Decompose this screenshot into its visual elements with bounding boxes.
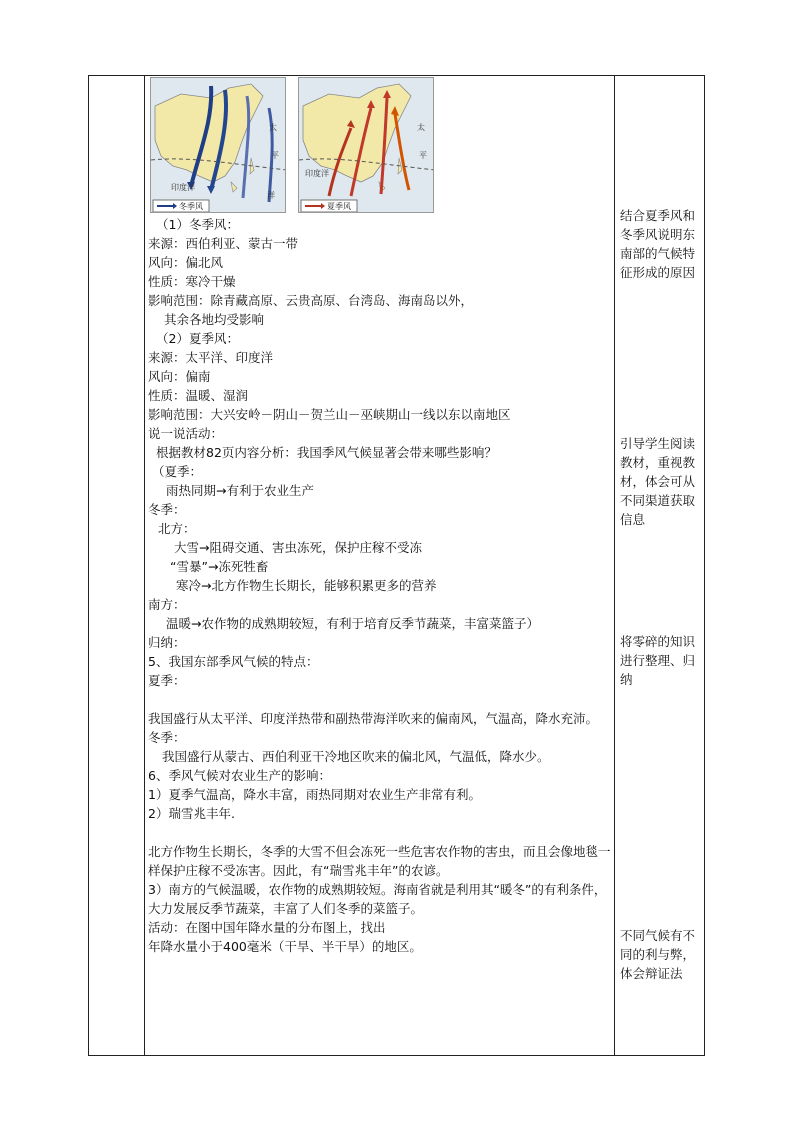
text-line: 我国盛行从蒙古、西伯利亚干冷地区吹来的偏北风，气温低，降水少。: [162, 749, 550, 764]
text-line: 风向：偏南: [148, 369, 211, 384]
svg-text:太: 太: [417, 123, 425, 132]
summer-legend-label: 夏季风: [327, 202, 351, 211]
text-line: 1）夏季气温高，降水丰富，雨热同期对农业生产非常有利。: [148, 787, 481, 802]
text-line: （夏季：: [152, 464, 203, 479]
text-line: 温暖→农作物的成熟期较短，有利于培育反季节蔬菜，丰富菜篮子）: [166, 616, 539, 631]
side-note: 将零碎的知识进行整理、归纳: [620, 634, 696, 687]
text-line: 活动：在图中国年降水量的分布图上，找出: [148, 920, 386, 935]
text-line: 其余各地均受影响: [164, 312, 265, 327]
text-line: 北方：: [158, 521, 196, 536]
text-line: 夏季：: [148, 673, 186, 688]
text-line: 冬季：: [148, 502, 186, 517]
text-line: 6、季风气候对农业生产的影响：: [148, 768, 331, 783]
text-line: “雪暴”→冻死牲畜: [170, 559, 269, 574]
column-divider: [614, 76, 615, 1055]
text-line: 2）瑞雪兆丰年.: [148, 806, 235, 821]
text-line: 影响范围：大兴安岭－阴山－贺兰山－巫峡期山一线以东以南地区: [148, 407, 511, 422]
svg-text:太: 太: [269, 123, 277, 132]
svg-text:平: 平: [271, 151, 279, 160]
text-line: 雨热同期→有利于农业生产: [166, 483, 314, 498]
text-line: 年降水量小于400毫米（干旱、半干旱）的地区。: [148, 939, 422, 954]
text-line: 根据教材82页内容分析：我国季风气候显著会带来哪些影响？: [156, 445, 497, 460]
text-line: （1）冬季风：: [156, 217, 239, 232]
lesson-content: [148, 215, 614, 956]
text-line: 冬季：: [148, 730, 186, 745]
text-paragraph: 我国盛行从太平洋、印度洋热带和副热带海洋吹来的偏南风，气温高，降水充沛。: [148, 711, 599, 726]
side-note: 不同气候有不同的利与弊，体会辩证法: [620, 928, 696, 981]
column-divider: [144, 76, 145, 1055]
text-line: 来源：西伯利亚、蒙古一带: [148, 236, 299, 251]
text-paragraph: 北方作物生长期长，冬季的大雪不但会冻死一些危害农作物的害虫，而且会像地毯一样保护庄稼不受冻害。因此，有“瑞雪兆丰年”的农谚。: [148, 844, 611, 878]
svg-text:洋: 洋: [267, 191, 275, 200]
text-line: 南方：: [148, 597, 186, 612]
side-note: 引导学生阅读教材，重视教材，体会可从不同渠道获取信息: [620, 436, 696, 527]
text-line: 大雪→阻碍交通、害虫冻死，保护庄稼不受冻: [174, 540, 422, 555]
svg-text:平: 平: [419, 151, 427, 160]
summer-monsoon-map: [298, 77, 434, 213]
text-line: 寒冷→北方作物生长期长，能够积累更多的营养: [176, 578, 437, 593]
text-line: 风向：偏北风: [148, 255, 224, 270]
text-line: 归纳：: [148, 635, 186, 650]
text-line: 5、我国东部季风气候的特点：: [148, 654, 319, 669]
side-note: 结合夏季风和冬季风说明东南部的气候特征形成的原因: [620, 208, 696, 280]
text-line: 性质：温暖、湿润: [148, 388, 249, 403]
text-line: 说一说活动：: [148, 426, 224, 441]
text-line: 影响范围：除青藏高原、云贵高原、台湾岛、海南岛以外，: [148, 293, 474, 308]
text-line: 性质：寒冷干燥: [148, 274, 236, 289]
text-line: 来源：太平洋、印度洋: [148, 350, 274, 365]
svg-text:印度洋: 印度洋: [171, 183, 195, 192]
svg-text:印度洋: 印度洋: [305, 169, 329, 178]
text-line: （2）夏季风：: [156, 331, 239, 346]
text-paragraph: 3）南方的气候温暖，农作物的成熟期较短。海南省就是利用其“暖冬”的有利条件，大力发展反季节蔬菜，丰富了人们冬季的菜篮子。: [148, 882, 607, 916]
monsoon-maps: [148, 77, 614, 215]
winter-legend-label: 冬季风: [179, 202, 203, 211]
winter-monsoon-map: [150, 77, 286, 213]
